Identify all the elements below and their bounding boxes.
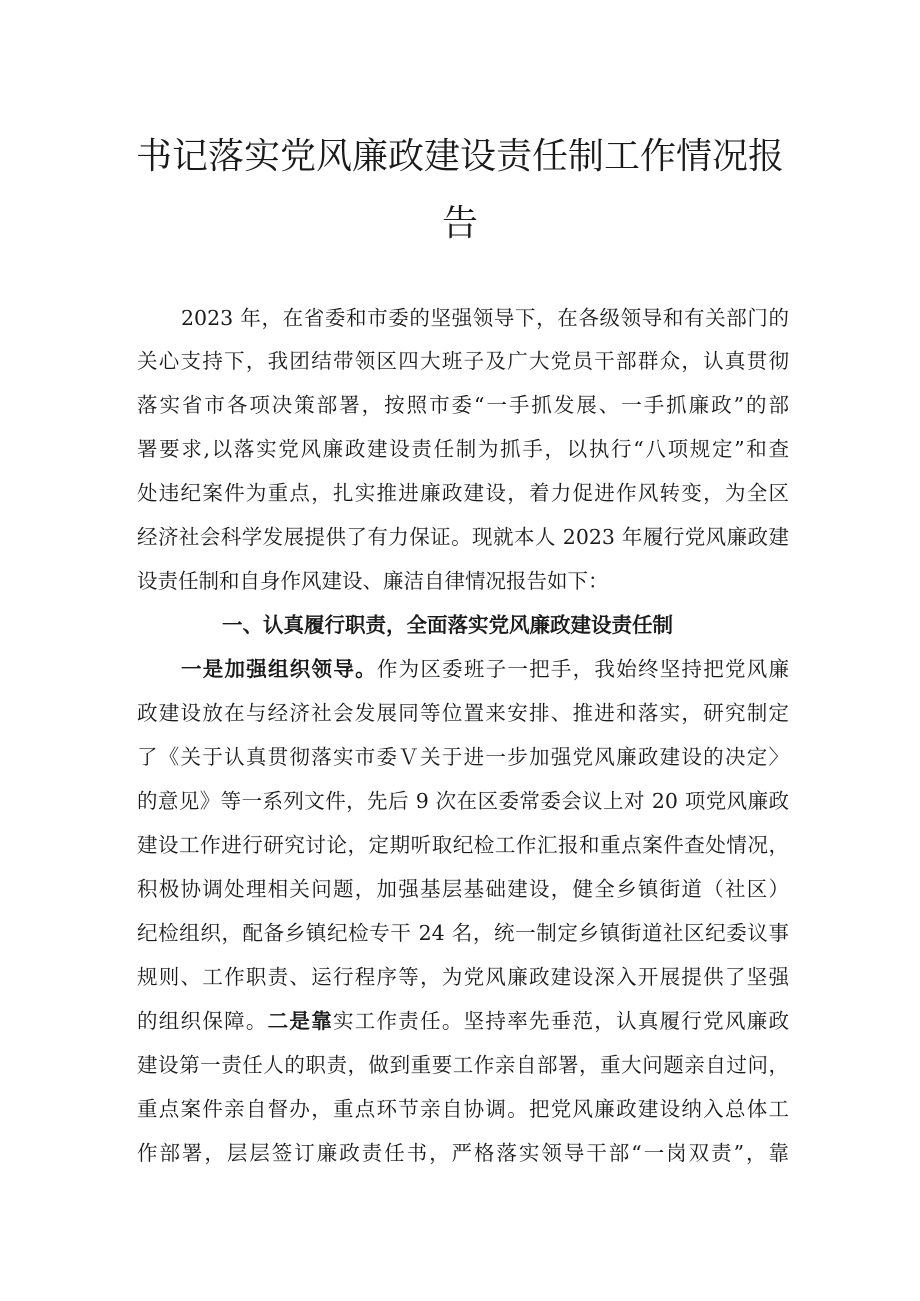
paragraph-line: [181, 659, 789, 680]
paragraph-line: 经济社会科学发展提供了有力保证。现就本人 2023 年履行党风廉政建: [137, 525, 789, 549]
paragraph-line: 建设工作进行研究讨论，定期听取纪检工作汇报和重点案件查处情况，: [137, 833, 789, 857]
paragraph-line: 作部署，层层签订廉政责任书，严格落实领导干部“一岗双责”，靠: [137, 1141, 789, 1165]
paragraph-line: 了《关于认真贯彻落实市委Ｖ关于进一步加强党风廉政建设的决定〉: [137, 745, 789, 769]
bold-lead: 二是靠: [267, 1009, 333, 1033]
section-heading: 一、认真履行职责，全面落实党风廉政建设责任制: [222, 613, 673, 637]
paragraph-line: 积极协调处理相关问题，加强基层基础建设，健全乡镇街道（社区）: [137, 877, 789, 901]
paragraph-line: 处违纪案件为重点，扎实推进廉政建设，着力促进作风转变，为全区: [137, 481, 789, 505]
lead-rest: 作为区委班子一把手，我始终坚持把党风廉: [376, 657, 790, 681]
paragraph-line: 建设第一责任人的职责，做到重要工作亲自部署，重大问题亲自过问，: [137, 1053, 789, 1077]
document-title-line-1: 书记落实党风廉政建设责任制工作情况报: [135, 136, 784, 177]
mixed-post: 实工作责任。坚持率先垂范，认真履行党风廉政: [332, 1009, 790, 1033]
paragraph-line: 2023 年，在省委和市委的坚强领导下，在各级领导和有关部门的: [181, 306, 789, 330]
mixed-pre: 的组织保障。: [137, 1009, 268, 1033]
paragraph-line: 政建设放在与经济社会发展同等位置来安排、推进和落实，研究制定: [137, 701, 789, 725]
paragraph-line: 纪检组织，配备乡镇纪检专干 24 名，统一制定乡镇街道社区纪委议事: [137, 921, 789, 945]
paragraph-line: 设责任制和自身作风建设、廉洁自律情况报告如下：: [137, 569, 609, 593]
paragraph-line: 的意见》等一系列文件，先后 9 次在区委常委会议上对 20 项党风廉政: [137, 789, 789, 813]
bold-lead: 一是加强组织领导。: [181, 657, 377, 681]
paragraph-line: 规则、工作职责、运行程序等，为党风廉政建设深入开展提供了坚强: [137, 965, 789, 989]
paragraph-line: 署要求,以落实党风廉政建设责任制为抓手，以执行“八项规定”和查: [137, 437, 789, 461]
paragraph-line: 重点案件亲自督办，重点环节亲自协调。把党风廉政建设纳入总体工: [137, 1097, 789, 1121]
paragraph-line: 关心支持下，我团结带领区四大班子及广大党员干部群众，认真贯彻: [137, 349, 789, 373]
paragraph-line: 落实省市各项决策部署，按照市委“一手抓发展、一手抓廉政”的部: [137, 393, 789, 417]
paragraph-line: [137, 1011, 789, 1032]
document-title-line-2: 告: [441, 203, 478, 244]
